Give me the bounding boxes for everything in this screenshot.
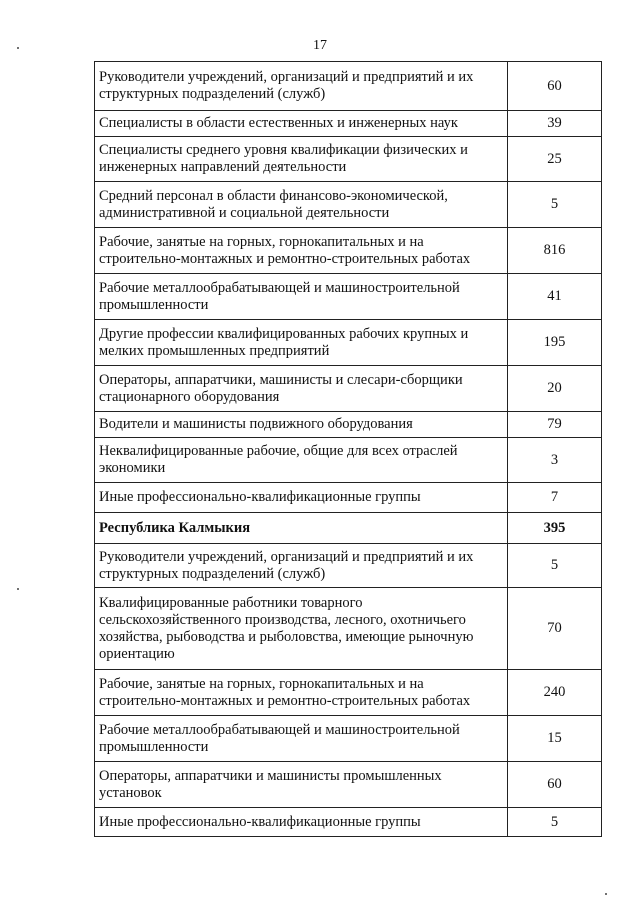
region-total-cell: 395 [508,513,602,544]
count-cell: 5 [508,544,602,588]
occupation-name-cell: Неквалифицированные рабочие, общие для всех отраслей экономики [95,438,508,483]
occupation-name-cell: Рабочие металлообрабатывающей и машиностроительной промышленности [95,716,508,762]
table-row [95,483,602,513]
count-cell: 3 [508,438,602,483]
count-cell: 60 [508,62,602,111]
table-row [95,808,602,837]
occupation-name-cell: Операторы, аппаратчики, машинисты и слесари-сборщики стационарного оборудования [95,366,508,412]
table-row [95,320,602,366]
occupation-name-cell: Руководители учреждений, организаций и предприятий и их структурных подразделений (служб) [95,62,508,111]
count-cell: 816 [508,228,602,274]
count-cell: 79 [508,412,602,438]
occupation-name-cell: Квалифицированные работники товарного сельскохозяйственного производства, лесного, охотничьего хозяйства, рыбоводства и рыболовства, имеющие рыночную ориентацию [95,588,508,670]
table-row [95,513,602,544]
count-cell: 25 [508,137,602,182]
table-row [95,228,602,274]
count-cell: 5 [508,808,602,837]
count-cell: 15 [508,716,602,762]
count-cell: 240 [508,670,602,716]
count-cell: 70 [508,588,602,670]
count-cell: 60 [508,762,602,808]
count-cell: 7 [508,483,602,513]
table-row [95,366,602,412]
region-name-cell: Республика Калмыкия [95,513,508,544]
table-row [95,274,602,320]
count-cell: 20 [508,366,602,412]
occupation-table [94,61,602,837]
count-cell: 5 [508,182,602,228]
occupation-name-cell: Средний персонал в области финансово-экономической, административной и социальной деятельности [95,182,508,228]
table-row [95,62,602,111]
scan-speck [605,893,607,895]
count-cell: 39 [508,111,602,137]
occupation-name-cell: Иные профессионально-квалификационные группы [95,483,508,513]
occupation-name-cell: Иные профессионально-квалификационные группы [95,808,508,837]
occupation-name-cell: Другие профессии квалифицированных рабочих крупных и мелких промышленных предприятий [95,320,508,366]
occupation-name-cell: Рабочие металлообрабатывающей и машиностроительной промышленности [95,274,508,320]
table-row [95,762,602,808]
occupation-name-cell: Руководители учреждений, организаций и предприятий и их структурных подразделений (служб) [95,544,508,588]
table-row [95,438,602,483]
occupation-name-cell: Операторы, аппаратчики и машинисты промышленных установок [95,762,508,808]
table-row [95,716,602,762]
occupation-name-cell: Специалисты в области естественных и инженерных наук [95,111,508,137]
occupation-name-cell: Рабочие, занятые на горных, горнокапитальных и на строительно-монтажных и ремонтно-строительных работах [95,670,508,716]
table-row [95,137,602,182]
table-row [95,670,602,716]
occupation-name-cell: Водители и машинисты подвижного оборудования [95,412,508,438]
occupation-name-cell: Рабочие, занятые на горных, горнокапитальных и на строительно-монтажных и ремонтно-строительных работах [95,228,508,274]
table-row [95,588,602,670]
table-row [95,544,602,588]
table-row [95,182,602,228]
count-cell: 195 [508,320,602,366]
table-body [95,62,602,837]
table-row [95,412,602,438]
page-number: 17 [313,38,327,53]
table-row [95,111,602,137]
count-cell: 41 [508,274,602,320]
occupation-name-cell: Специалисты среднего уровня квалификации физических и инженерных направлений деятельности [95,137,508,182]
scan-speck [17,588,19,590]
